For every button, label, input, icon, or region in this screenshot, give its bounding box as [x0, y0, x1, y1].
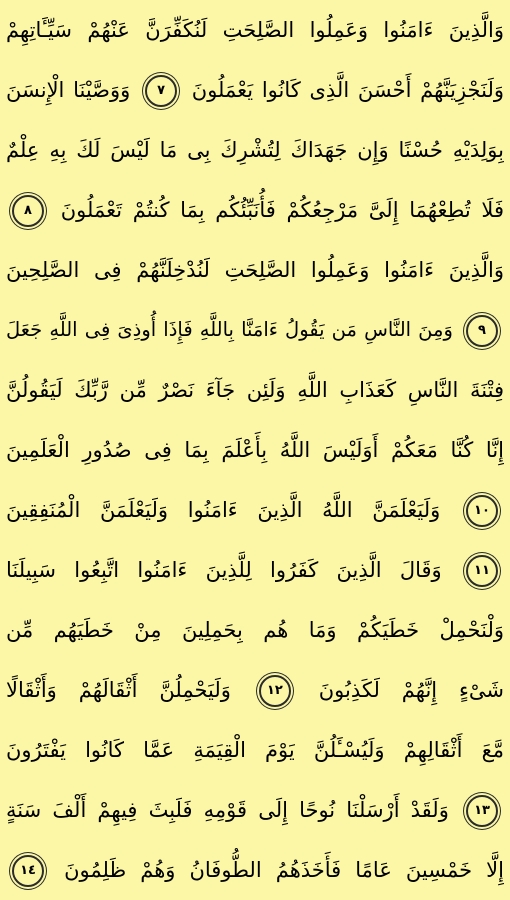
verse-text: وَالَّذِينَ ءَامَنُوا وَعَمِلُوا الصَّلِحَتِ لَنُكَفِّرَنَّ عَنْهُمْ سَيِّـَٔاتِهِمْ	[6, 18, 504, 42]
verse-text: وَمِنَ النَّاسِ مَن يَقُولُ ءَامَنَّا بِاللَّهِ فَإِذَا أُوذِىَ فِى اللَّهِ جَعَلَ	[6, 318, 453, 341]
verse-text: وَلْنَحْمِلْ خَطَيَكُمْ وَمَا هُم بِحَمِلِينَ مِنْ خَطَيَهُم مِّن	[6, 618, 504, 642]
ayah-number-marker: ١٢	[259, 675, 291, 707]
verse-text: وَلَنَجْزِيَنَّهُمْ أَحْسَنَ الَّذِى كَانُوا يَعْمَلُونَ	[191, 78, 504, 102]
verse-text: فَلَا تُطِعْهُمَا إِلَىَّ مَرْجِعُكُمْ فَأُنَبِّئُكُم بِمَا كُنتُمْ تَعْمَلُونَ	[60, 198, 504, 222]
ayah-number-marker: ٧	[145, 75, 177, 107]
text-line	[6, 540, 504, 600]
text-line	[6, 660, 504, 720]
text-line	[6, 600, 504, 660]
ayah-number-marker: ١١	[466, 555, 498, 587]
verse-text: إِلَّا خَمْسِينَ عَامًا فَأَخَذَهُمُ الطُّوفَانُ وَهُمْ ظَلِمُونَ	[64, 858, 504, 882]
text-line	[6, 720, 504, 780]
text-line	[6, 420, 504, 480]
verse-text: وَلَقَدْ أَرْسَلْنَا نُوحًا إِلَى قَوْمِهِ فَلَبِثَ فِيهِمْ أَلْفَ سَنَةٍ	[6, 798, 449, 822]
verse-text: بِوَلِدَيْهِ حُسْنًا وَإِن جَهَدَاكَ لِتُشْرِكَ بِى مَا لَيْسَ لَكَ بِهِ عِلْمٌ	[6, 138, 504, 162]
text-line	[6, 360, 504, 420]
text-line	[6, 0, 504, 60]
verse-text: وَقَالَ الَّذِينَ كَفَرُوا لِلَّذِينَ ءَامَنُوا اتَّبِعُوا سَبِيلَنَا	[6, 558, 442, 582]
ayah-number-marker: ١٣	[466, 795, 498, 827]
verse-text: وَوَصَّيْنَا الْإِنسَنَ	[6, 78, 131, 102]
verse-text: شَىْءٍ إِنَّهُمْ لَكَذِبُونَ	[318, 678, 504, 702]
text-line	[6, 60, 504, 120]
ayah-number-marker: ٨	[12, 195, 44, 227]
text-line	[6, 120, 504, 180]
text-line	[6, 180, 504, 240]
text-line	[6, 300, 504, 360]
verse-text: وَلَيَحْمِلُنَّ أَثْقَالَهُمْ وَأَثْقَالًا	[6, 678, 231, 702]
text-line	[6, 780, 504, 840]
verse-text: وَلَيَعْلَمَنَّ اللَّهُ الَّذِينَ ءَامَنُوا وَلَيَعْلَمَنَّ الْمُنَفِقِينَ	[6, 498, 441, 522]
text-line	[6, 840, 504, 900]
text-line	[6, 240, 504, 300]
verse-text: إِنَّا كُنَّا مَعَكُمْ أَوَلَيْسَ اللَّهُ بِأَعْلَمَ بِمَا فِى صُدُورِ الْعَلَمِينَ	[6, 438, 504, 462]
verse-text: مَّعَ أَثْقَالِهِمْ وَلَيُسْـَٔلُنَّ يَوْمَ الْقِيَمَةِ عَمَّا كَانُوا يَفْتَرُونَ	[6, 738, 504, 762]
ayah-number-marker: ١٤	[12, 855, 44, 887]
verse-text: وَالَّذِينَ ءَامَنُوا وَعَمِلُوا الصَّلِحَتِ لَنُدْخِلَنَّهُمْ فِى الصَّلِحِينَ	[6, 258, 504, 282]
text-line	[6, 480, 504, 540]
ayah-number-marker: ١٠	[466, 495, 498, 527]
verse-text: فِتْنَةَ النَّاسِ كَعَذَابِ اللَّهِ وَلَئِن جَآءَ نَصْرٌ مِّن رَّبِّكَ لَيَقُولُنَّ	[6, 378, 504, 402]
ayah-number-marker: ٩	[466, 315, 498, 347]
